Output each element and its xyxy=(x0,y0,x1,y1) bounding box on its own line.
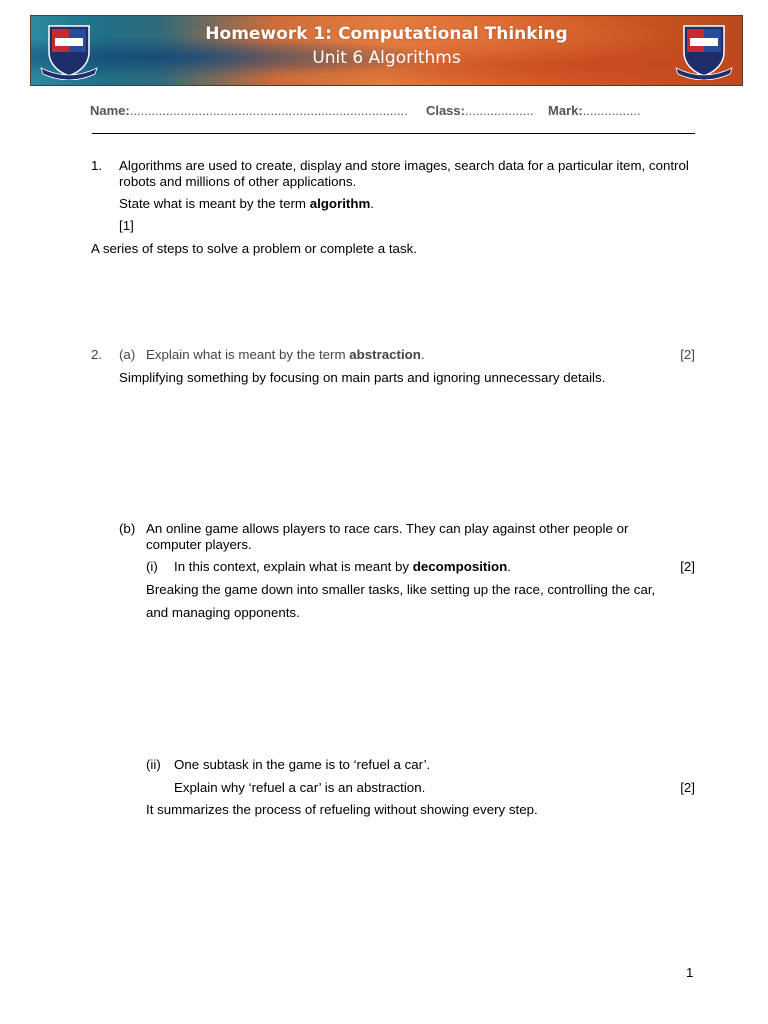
student-info-row xyxy=(90,103,696,118)
question-2bi-answer-line-2[interactable]: and managing opponents. xyxy=(146,605,300,620)
school-crest-logo xyxy=(674,22,734,80)
question-2b-text: An online game allows players to race cars. They can play against other people or computer players. xyxy=(146,521,629,552)
question-1-text: Algorithms are used to create, display and store images, search data for a particular item, control robots and millions of other applications. xyxy=(119,158,689,189)
question-2-number: 2. xyxy=(91,347,103,362)
question-2bi-marks: [2] xyxy=(680,559,695,574)
question-2a-prompt: Explain what is meant by the term abstraction. xyxy=(146,347,425,362)
worksheet-title: Homework 1: Computational Thinking xyxy=(205,24,568,44)
question-2bi-prompt: In this context, explain what is meant by decomposition. xyxy=(174,559,511,574)
question-2bi-answer-line-1[interactable]: Breaking the game down into smaller tasks, like setting up the race, controlling the car, xyxy=(146,582,656,597)
question-2bii-text: One subtask in the game is to ‘refuel a car’. xyxy=(174,757,431,772)
question-2bii-prompt: Explain why ‘refuel a car’ is an abstraction. xyxy=(174,780,426,795)
question-2a-part: (a) xyxy=(119,347,136,362)
worksheet-subtitle: Unit 6 Algorithms xyxy=(312,48,461,68)
question-2b-part: (b) xyxy=(119,521,136,536)
header-banner xyxy=(30,15,743,86)
header-divider xyxy=(92,133,695,134)
question-1-answer[interactable]: A series of steps to solve a problem or complete a task. xyxy=(91,241,417,256)
mark-field[interactable]: Mark:................ xyxy=(548,103,641,118)
class-field[interactable]: Class:................... xyxy=(425,103,534,118)
question-1-marks: [1] xyxy=(119,218,134,233)
question-2bii-answer[interactable]: It summarizes the process of refueling without showing every step. xyxy=(146,802,538,817)
page-number: 1 xyxy=(686,965,694,980)
question-2bii-marks: [2] xyxy=(680,780,695,795)
question-1-prompt: State what is meant by the term algorithm. xyxy=(119,196,374,211)
question-2a-answer[interactable]: Simplifying something by focusing on main parts and ignoring unnecessary details. xyxy=(119,370,606,385)
question-2bi-part: (i) xyxy=(146,559,158,574)
question-2a-marks: [2] xyxy=(680,347,695,362)
question-2bii-part: (ii) xyxy=(146,757,161,772)
name-field[interactable]: Name:............................................................................. xyxy=(90,103,408,118)
question-1-number: 1. xyxy=(91,158,103,173)
